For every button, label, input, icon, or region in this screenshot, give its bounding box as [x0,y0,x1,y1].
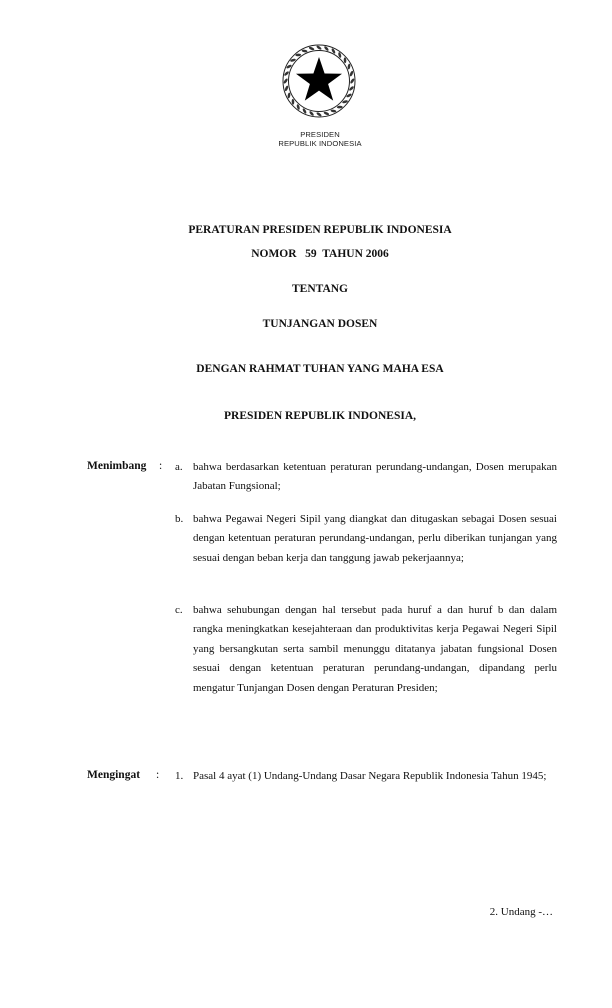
emblem-caption-line2: REPUBLIK INDONESIA [278,139,362,148]
laurel-leaf [316,45,322,50]
garuda-star-emblem-icon [279,41,359,121]
item-text: Pasal 4 ayat (1) Undang-Undang Dasar Negara Republik Indonesia Tahun 1945; [193,770,547,782]
subject-heading: TUNJANGAN DOSEN [262,318,378,330]
laurel-leaf [284,85,289,91]
laurel-leaf [291,99,294,105]
laurel-leaf [350,78,355,84]
item-marker: 1. [175,770,184,782]
laurel-leaf [337,106,343,109]
menimbang-item-c [175,601,557,698]
laurel-leaf [308,46,314,51]
president-heading: PRESIDEN REPUBLIK INDONESIA, [223,410,417,422]
menimbang-label: Menimbang [87,460,147,472]
emblem-caption [0,130,612,148]
menimbang-item-b [175,510,557,568]
laurel-leaf [287,92,291,98]
item-text: bahwa berdasarkan ketentuan peraturan perundang-undangan, Dosen merupakan Jabatan Fungsional; [193,461,557,493]
laurel-leaf [344,57,347,63]
document-title: PERATURAN PRESIDEN REPUBLIK INDONESIA [188,224,452,236]
laurel-leaf [295,53,301,56]
item-text: bahwa sehubungan dengan hal tersebut pada huruf a dan huruf b dan dalam rangka meningkatkan kesejahteraan dan produktivitas kerja Pegawai Negeri Sipil yang bersangkutan serta sambil menunggu ditatanya jabatan fungsional Dosen sesuai dengan ketentuan peraturan perundang-undangan, dipandang perlu mengatur Tunjangan Dosen dengan Peraturan Presiden; [193,604,557,694]
item-marker: a. [175,461,183,473]
menimbang-colon: : [159,460,163,472]
laurel-leaf [283,78,288,84]
menimbang-item-a [175,458,557,497]
item-text: bahwa Pegawai Negeri Sipil yang diangkat dan ditugaskan sebagai Dosen sesuai dengan ketentuan peraturan perundang-undangan, perlu diberikan tunjangan yang sesuai dengan beban kerja dan tanggung jawab pekerjaannya; [193,513,557,564]
invocation-heading: DENGAN RAHMAT TUHAN YANG MAHA ESA [196,363,444,375]
laurel-leaf [323,111,329,116]
laurel-leaf [301,49,307,53]
page-continuation: 2. Undang -… [489,906,553,918]
item-marker: c. [175,604,183,616]
laurel-leaf [349,70,354,76]
mengingat-colon: : [156,769,160,781]
laurel-leaf [330,109,336,113]
mengingat-item-1 [175,767,557,786]
emblem-caption-line1: PRESIDEN [300,130,340,139]
item-marker: b. [175,513,184,525]
document-number: NOMOR 59 TAHUN 2006 [251,248,389,260]
laurel-leaf [347,63,351,69]
mengingat-label: Mengingat [87,769,141,781]
about-heading: TENTANG [291,283,349,295]
laurel-leaf [316,112,322,117]
